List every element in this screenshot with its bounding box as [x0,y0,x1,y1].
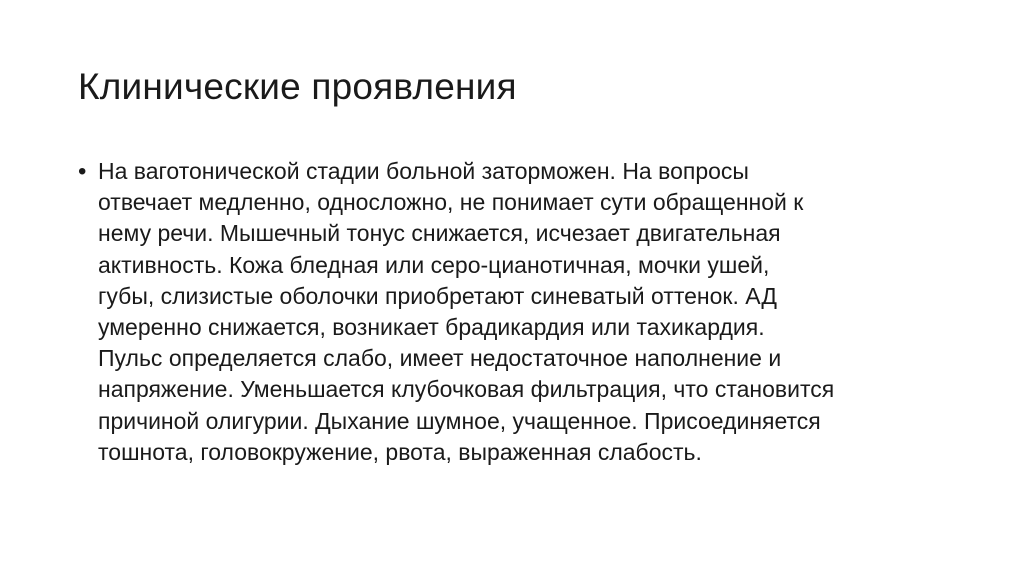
bullet-marker: • [78,158,87,185]
bullet-text-line: На ваготонической стадии больной заторможен. На вопросы [98,158,749,184]
bullet-text-line: Пульс определяется слабо, имеет недостаточное наполнение и [98,345,782,372]
bullet-text-line: нему речи. Мышечный тонус снижается, исчезает двигательная [98,220,781,247]
slide-title: Клинические проявления [78,66,517,107]
bullet-list [78,156,958,468]
bullet-text-line: умеренно снижается, возникает брадикардия или тахикардия. [98,314,765,341]
bullet-text-line: причиной олигурии. Дыхание шумное, учащенное. Присоединяется [98,407,821,434]
bullet-text-line: напряжение. Уменьшается клубочковая фильтрация, что становится [98,376,835,403]
bullet-text-line: губы, слизистые оболочки приобретают синеватый оттенок. АД [98,282,777,309]
bullet-text-line: активность. Кожа бледная или серо-цианотичная, мочки ушей, [98,251,770,278]
bullet-text-line: отвечает медленно, односложно, не понимает сути обращенной к [98,189,804,216]
bullet-text [98,156,958,468]
bullet-text-line: тошнота, головокружение, рвота, выраженная слабость. [98,438,702,465]
bullet-item [78,156,958,468]
